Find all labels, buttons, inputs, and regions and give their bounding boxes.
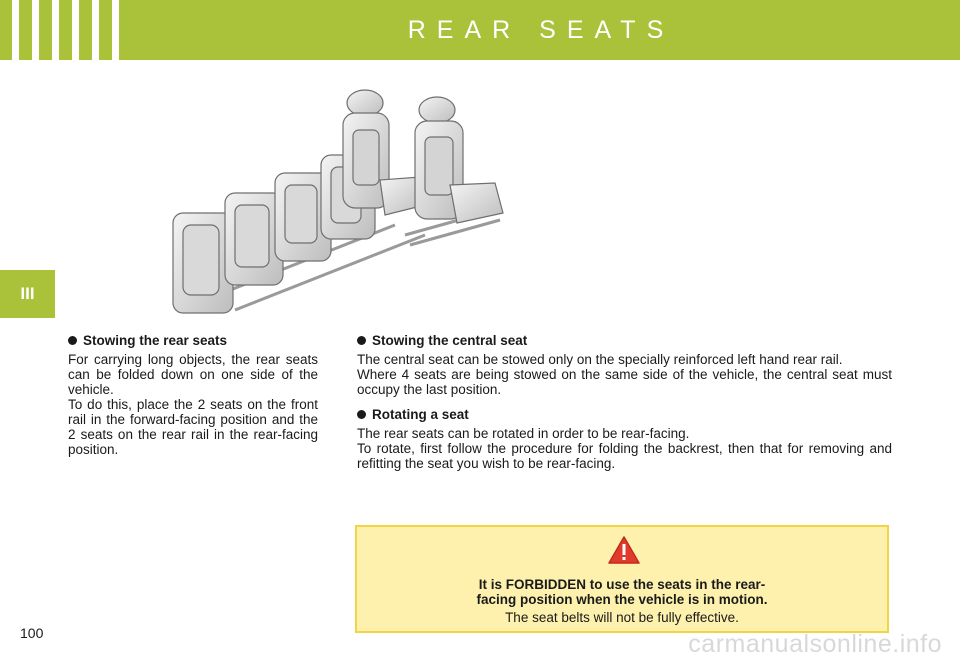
rear-seats-illustration <box>165 85 510 320</box>
rotating-seat-body: The rear seats can be rotated in order to be rear-facing. To rotate, first follow the procedure for folding the backrest, then that for removing and refitting the seat you wish to be rear-facing. <box>357 426 892 471</box>
warning-triangle-icon <box>607 535 641 565</box>
chapter-tab: III <box>0 270 55 318</box>
central-seat-body: The central seat can be stowed only on the specially reinforced left hand rear rail. Where 4 seats are being stowed on the same side of the vehicle, the central seat must occupy the last position. <box>357 352 892 397</box>
left-heading: Stowing the rear seats <box>68 333 318 348</box>
page-number: 100 <box>20 625 44 641</box>
bullet-icon <box>357 336 366 345</box>
warning-normal-text: The seat belts will not be fully effective. <box>505 610 739 625</box>
left-column <box>68 333 318 467</box>
page-header <box>0 0 960 60</box>
warning-box <box>355 525 889 633</box>
bullet-icon <box>357 410 366 419</box>
warning-strong-text: It is FORBIDDEN to use the seats in the rear- facing position when the vehicle is in motion. <box>476 577 768 607</box>
central-seat-heading: Stowing the central seat <box>357 333 892 348</box>
watermark: carmanualsonline.info <box>688 630 942 658</box>
rotating-seat-heading: Rotating a seat <box>357 407 892 422</box>
right-column <box>357 333 892 481</box>
left-body: For carrying long objects, the rear seats can be folded down on one side of the vehicle. To do this, place the 2 seats on the front rail in the forward-facing position and the 2 seats on the rear rail in the rear-facing position. <box>68 352 318 457</box>
header-stripes <box>0 0 122 60</box>
bullet-icon <box>68 336 77 345</box>
page-title: REAR SEATS <box>407 15 675 44</box>
